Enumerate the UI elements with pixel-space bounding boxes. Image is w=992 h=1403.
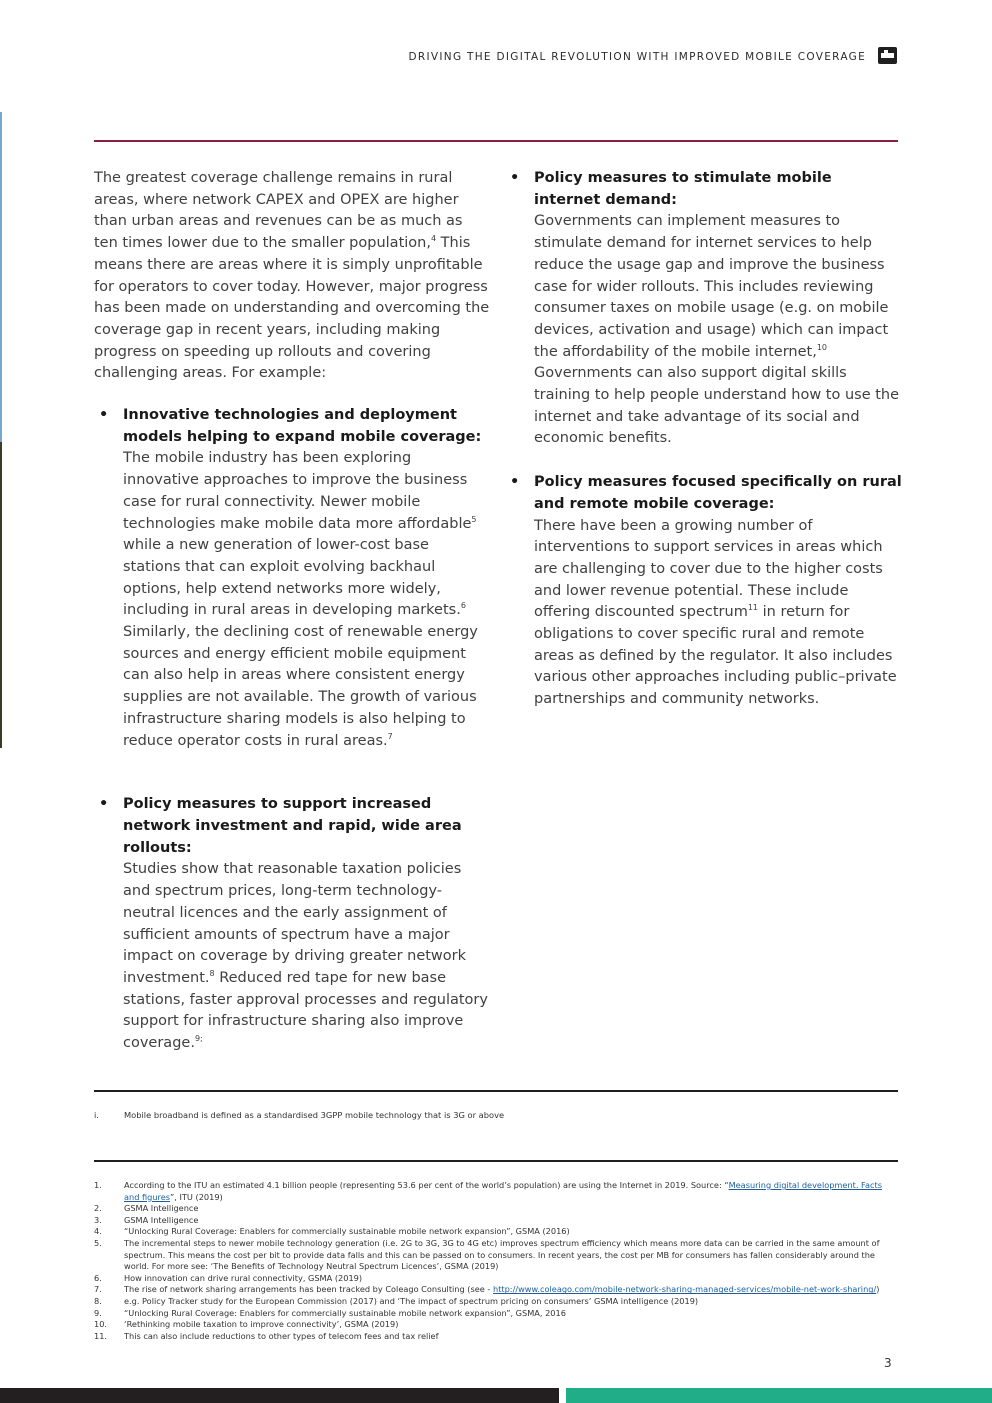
bullet-body: The mobile industry has been exploring innovative approaches to improve the business case for rural connectivity. Newer mobile technologies make mobile data more affordable$^5$ while a new generation of lower-cost base stations that can exploit evolving backhaul options, help extend networks more widely, including in rural areas in developing markets.$^6$ Similarly, the declining cost of renewable energy sources and energy efficient mobile equipment can also help in areas where consistent energy supplies are not available. The growth of various infrastructure sharing models is also helping to reduce operator costs in rural areas.$^7$ — [123, 450, 478, 749]
intro-paragraph: The greatest coverage challenge remains in rural areas, where network CAPEX and OPEX are higher than urban areas and revenues can be as much as ten times lower due to the smaller population,$^4$ This means there are areas where it is simply unprofitable for operators to cover today. However, major progress has been made on understanding and overcoming the coverage gap in recent years, including making progress on speeding up rollouts and covering challenging areas. For example: — [94, 170, 490, 382]
footnote-number: i. — [94, 1110, 99, 1120]
bullet-innovative-technologies — [94, 405, 490, 752]
footnote-list — [94, 1180, 898, 1342]
bullet-icon: • — [510, 170, 520, 186]
footnote-item: 2. GSMA Intelligence — [94, 1203, 199, 1214]
footnote-ref[interactable]: 6 — [460, 601, 466, 611]
bullet-body: Studies show that reasonable taxation policies and spectrum prices, long-term technology-neutral licences and the early assignment of sufficient amounts of spectrum have a major impact on coverage by driving greater network investment.$^8$ Reduced red tape for new base stations, faster approval processes and regulatory support for infrastructure sharing also improve coverage.$^{9;}$ — [123, 861, 488, 1052]
footnote-link[interactable]: Measuring digital development. Facts and figures — [124, 1180, 882, 1202]
footnote-item: 4. “Unlocking Rural Coverage: Enablers for commercially sustainable mobile network expansion”, GSMA (2016) — [94, 1226, 570, 1237]
footnote-item: 8. e.g. Policy Tracker study for the European Commission (2017) and ‘The impact of spectrum pricing on consumers’ GSMA intelligence (2019) — [94, 1295, 699, 1306]
bullet-title: Policy measures to support increased network investment and rapid, wide area rollouts: — [123, 796, 462, 856]
footnote-ref[interactable]: 10 — [816, 342, 828, 352]
bullet-body: There have been a growing number of interventions to support services in areas which are challenging to cover due to the higher costs and lower revenue potential. These include offering discounted spectrum$^{11}$ in return for obligations to cover specific rural and remote areas as defined by the regulator. It also includes various other approaches including public–private partnerships and community networks. — [534, 517, 897, 708]
left-column — [94, 168, 490, 1077]
bullet-icon: • — [99, 796, 109, 813]
bullet-body: Governments can implement measures to stimulate demand for internet services to help reduce the usage gap and improve the business case for wider rollouts. This includes reviewing consumer taxes on mobile usage (e.g. on mobile devices, activation and usage) which can impact the affordability of the mobile internet,$^{10}$ Governments can also support digital skills training to help people understand how to use the internet and take advantage of its social and economic benefits. — [534, 213, 900, 447]
footnote-ref[interactable]: 8 — [209, 969, 215, 979]
report-logo-icon — [878, 47, 897, 64]
footnote-item: 6. How innovation can drive rural connectivity, GSMA (2019) — [94, 1272, 363, 1283]
left-edge-line-dark — [0, 442, 2, 748]
header-rule — [94, 140, 898, 142]
bullet-title: Policy measures to stimulate mobile internet demand: — [534, 170, 832, 208]
footnote-item: 9. “Unlocking Rural Coverage: Enablers for commercially sustainable mobile network expansion”, GSMA, 2016 — [94, 1307, 566, 1318]
footnote-item: 3. GSMA Intelligence — [94, 1214, 199, 1225]
footnote-rule-bottom — [94, 1160, 898, 1162]
footnote-link[interactable]: http://www.coleago.com/mobile-network-sharing-managed-services/mobile-net-work-sharing/ — [493, 1284, 877, 1295]
footnote-ref[interactable]: 11 — [747, 603, 759, 613]
bullet-icon: • — [510, 474, 520, 491]
left-edge-line-blue — [0, 112, 2, 442]
footnote-item: 10. ‘Rethinking mobile taxation to improve connectivity’, GSMA (2019) — [94, 1319, 399, 1330]
page-number: 3 — [884, 1356, 892, 1370]
footnote-rule-top — [94, 1090, 898, 1092]
footnote-item: 11. This can also include reductions to other types of telecom fees and tax relief — [94, 1330, 439, 1341]
bullet-icon: • — [99, 407, 109, 424]
footnote-ref[interactable]: 7 — [387, 731, 393, 741]
footer-bar-green — [566, 1388, 992, 1403]
page-header-title: DRIVING THE DIGITAL REVOLUTION WITH IMPROVED MOBILE COVERAGE — [408, 51, 866, 63]
footnote-item: 1. According to the ITU an estimated 4.1 billion people (representing 53.6 per cent of the world’s population) are using the Internet in 2019. Source: “Measuring digital development. Facts and figures”, ITU (2019) — [94, 1180, 882, 1202]
bullet-policy-network-investment — [94, 794, 490, 1054]
footnote-item: 5. The incremental steps to newer mobile technology generation (i.e. 2G to 3G, 3G to 4G etc) improves spectrum efficiency which means more data can be carried in the same amount of spectrum. This means the cost per bit to provide data falls and this can be passed on to consumers. In recent years, the cost per MB for consumers has fallen considerably around the world. For more see: ‘The Benefits of Technology Neutral Spectrum Licences’, GSMA (2019) — [94, 1237, 880, 1272]
footnote-text: Mobile broadband is defined as a standardised 3GPP mobile technology that is 3G or above — [124, 1110, 505, 1120]
footnote-item: 7. The rise of network sharing arrangements has been tracked by Coleago Consulting (see - http://www.coleago.com/mobile-network-sharing-managed-services/mobile-net-work-sharing/) — [94, 1284, 880, 1295]
right-column — [510, 168, 902, 733]
footnote-ref[interactable]: 9; — [194, 1034, 203, 1044]
footer-bar-dark — [0, 1388, 559, 1403]
bullet-policy-rural-coverage — [510, 472, 902, 711]
bullet-title: Policy measures focused specifically on rural and remote mobile coverage: — [534, 474, 902, 512]
footnote-ref[interactable]: 5 — [471, 514, 477, 524]
footnote-ref[interactable]: 4 — [430, 234, 437, 244]
bullet-policy-stimulate-demand — [510, 168, 902, 450]
bullet-title: Innovative technologies and deployment models helping to expand mobile coverage: — [123, 407, 482, 445]
